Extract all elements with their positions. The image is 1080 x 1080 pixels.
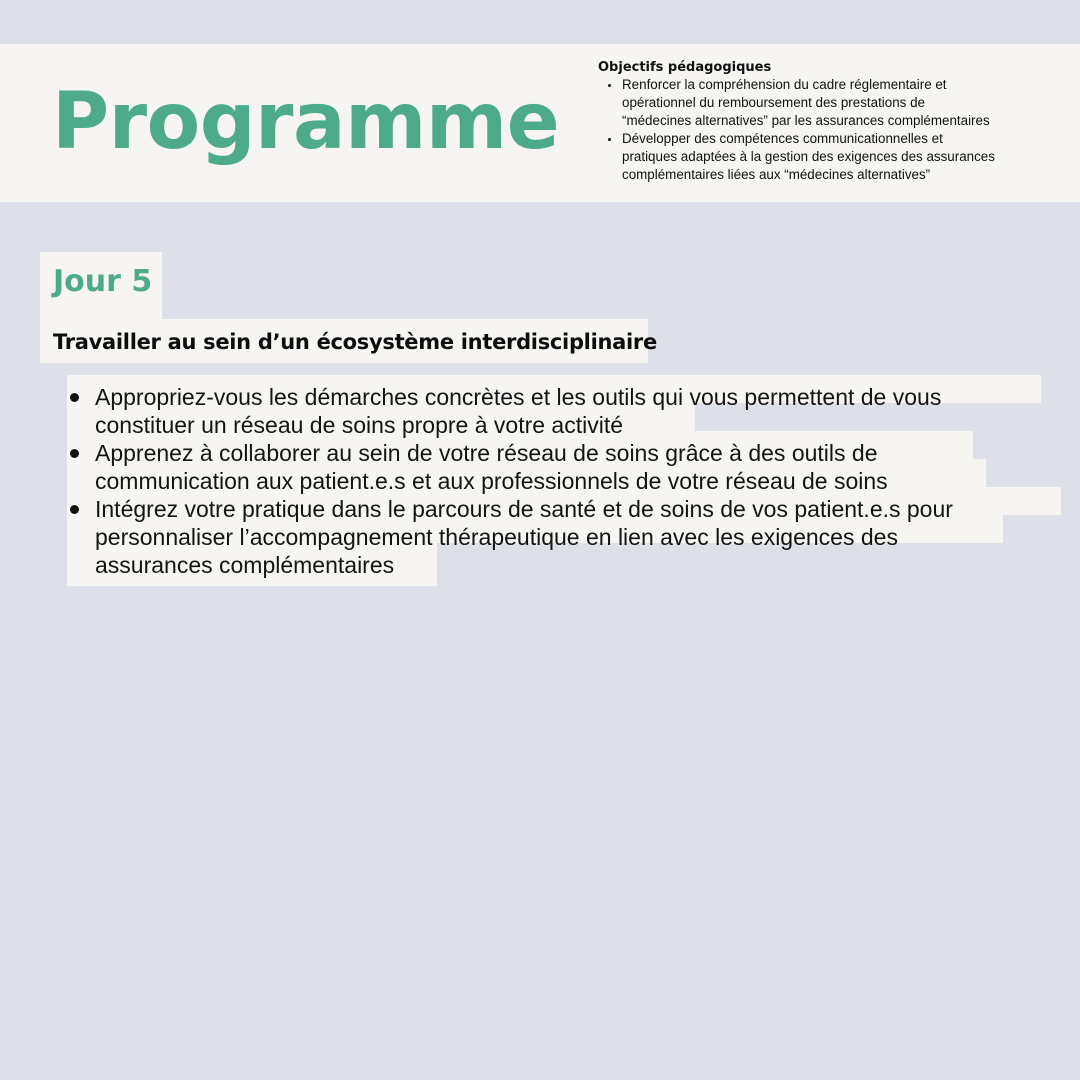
objective-item	[598, 76, 1074, 130]
day-item-line: communication aux patient.e.s et aux professionnels de votre réseau de soins	[95, 468, 888, 494]
bullet-icon	[70, 449, 79, 458]
objective-line: complémentaires liées aux “médecines alternatives”	[622, 167, 931, 182]
bullet-icon	[608, 84, 611, 87]
objectives-panel	[598, 59, 1074, 184]
bullet-icon	[70, 505, 79, 514]
day-item-line: Apprenez à collaborer au sein de votre réseau de soins grâce à des outils de	[95, 440, 878, 466]
day-item-line: personnaliser l’accompagnement thérapeutique en lien avec les exigences des	[95, 524, 898, 550]
day-label: Jour 5	[53, 264, 153, 299]
objective-line: opérationnel du remboursement des prestations de	[622, 95, 925, 110]
objective-line: Renforcer la compréhension du cadre réglementaire et	[622, 77, 947, 92]
day-item-line: Appropriez-vous les démarches concrètes et les outils qui vous permettent de vous	[95, 384, 942, 410]
bullet-icon	[70, 393, 79, 402]
page-title: Programme	[52, 77, 560, 167]
objectives-heading: Objectifs pédagogiques	[598, 60, 772, 75]
objective-line: Développer des compétences communicationnelles et	[622, 131, 943, 146]
objective-item	[598, 130, 1074, 184]
objective-line: “médecines alternatives” par les assurances complémentaires	[622, 113, 990, 128]
day-item-line: constituer un réseau de soins propre à votre activité	[95, 412, 624, 438]
bullet-icon	[608, 138, 611, 141]
day-item-line: assurances complémentaires	[95, 552, 395, 578]
objective-line: pratiques adaptées à la gestion des exigences des assurances	[622, 149, 995, 164]
day-subtitle: Travailler au sein d’un écosystème interdisciplinaire	[53, 330, 657, 354]
objectives-list	[598, 76, 1074, 184]
day-item-line: Intégrez votre pratique dans le parcours de santé et de soins de vos patient.e.s pour	[95, 496, 953, 522]
